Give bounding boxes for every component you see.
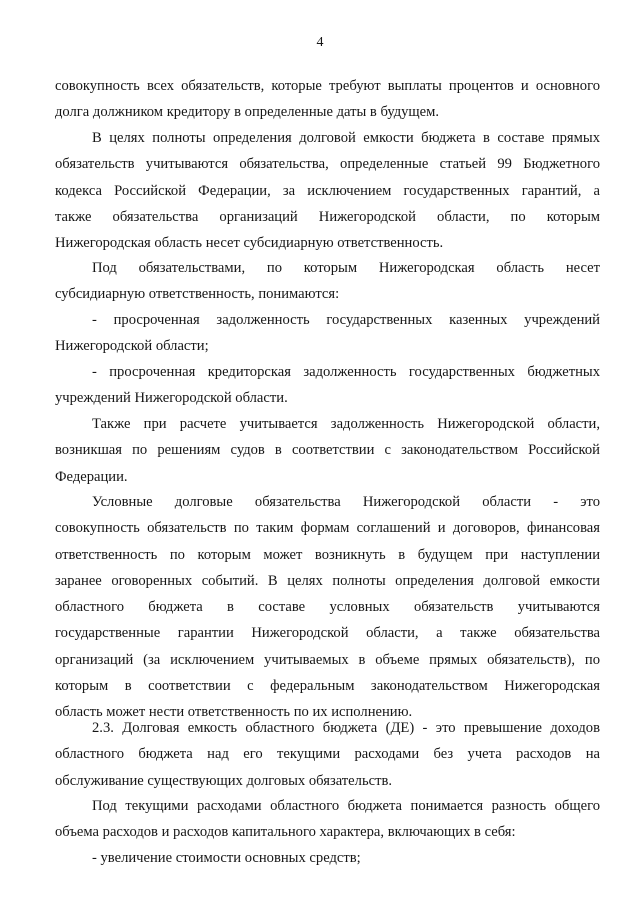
text-line: субсидиарную ответственность, понимаются: (55, 286, 340, 303)
paragraph-current-expenses (55, 793, 600, 846)
text-line: также обязательства организаций Нижегородской области, по которым (55, 208, 600, 225)
text-line: В целях полноты определения долговой емкости бюджета в составе прямых (92, 130, 600, 146)
text-line: - просроченная задолженность государственных казенных учреждений (92, 312, 600, 328)
text-line: областного бюджета в составе условных обязательств учитываются (55, 599, 600, 616)
list-item-overdue-debt (55, 307, 600, 360)
paragraph-debt-capacity (55, 715, 600, 794)
paragraph-court-debt (55, 411, 600, 490)
text-line: совокупность всех обязательств, которые требуют выплаты процентов и основного (55, 78, 600, 94)
text-line: областного бюджета над его текущими расходами без учета расходов на (55, 746, 600, 763)
paragraph-direct-obligations (55, 125, 600, 256)
text-line: совокупность обязательств по таким формам соглашений и договоров, финансовая (55, 520, 600, 537)
text-line: ответственность по которым может возникнуть в будущем при наступлении (55, 546, 600, 563)
text-line: обслуживание существующих долговых обязательств. (55, 772, 392, 789)
text-line: организаций (за исключением учитываемых в объеме прямых обязательств), по (55, 651, 600, 668)
text-line: кодекса Российской Федерации, за исключением государственных гарантий, а (55, 182, 600, 199)
text-line: Нижегородская область несет субсидиарную ответственность. (55, 235, 444, 252)
paragraph-subsidiary-definition (55, 255, 600, 308)
text-line: - просроченная кредиторская задолженность государственных бюджетных (92, 364, 600, 380)
text-line: 2.3. Долговая емкость областного бюджета (ДЕ) - это превышение доходов (92, 720, 600, 736)
page-number: 4 (316, 35, 324, 50)
text-line: - увеличение стоимости основных средств; (92, 850, 361, 866)
text-line: учреждений Нижегородской области. (55, 390, 288, 407)
paragraph-contingent-obligations (55, 489, 600, 726)
text-line: область может нести ответственность по их исполнению. (55, 704, 413, 721)
text-line: обязательств учитываются обязательства, определенные статьей 99 Бюджетного (55, 156, 600, 173)
list-item-overdue-creditor-debt (55, 359, 600, 412)
text-line: Федерации. (55, 468, 128, 485)
text-line: которым в соответствии с федеральным законодательством Нижегородская (55, 678, 600, 695)
text-line: Условные долговые обязательства Нижегородской области - это (92, 494, 600, 510)
text-line: государственные гарантии Нижегородской области, а также обязательства (55, 625, 600, 642)
text-line: Под обязательствами, по которым Нижегородская область несет (92, 260, 600, 276)
text-line: заранее оговоренных событий. В целях полноты определения долговой емкости (55, 572, 600, 589)
text-line: долга должником кредитору в определенные даты в будущем. (55, 104, 440, 121)
list-item-fixed-assets (55, 845, 600, 871)
text-line: Также при расчете учитывается задолженность Нижегородской области, (92, 416, 600, 432)
paragraph-continuation (55, 73, 600, 126)
text-line: объема расходов и расходов капитального характера, включающих в себя: (55, 824, 516, 841)
text-line: Нижегородской области; (55, 338, 209, 355)
text-line: возникшая по решениям судов в соответствии с законодательством Российской (55, 442, 600, 459)
text-line: Под текущими расходами областного бюджета понимается разность общего (92, 798, 600, 814)
